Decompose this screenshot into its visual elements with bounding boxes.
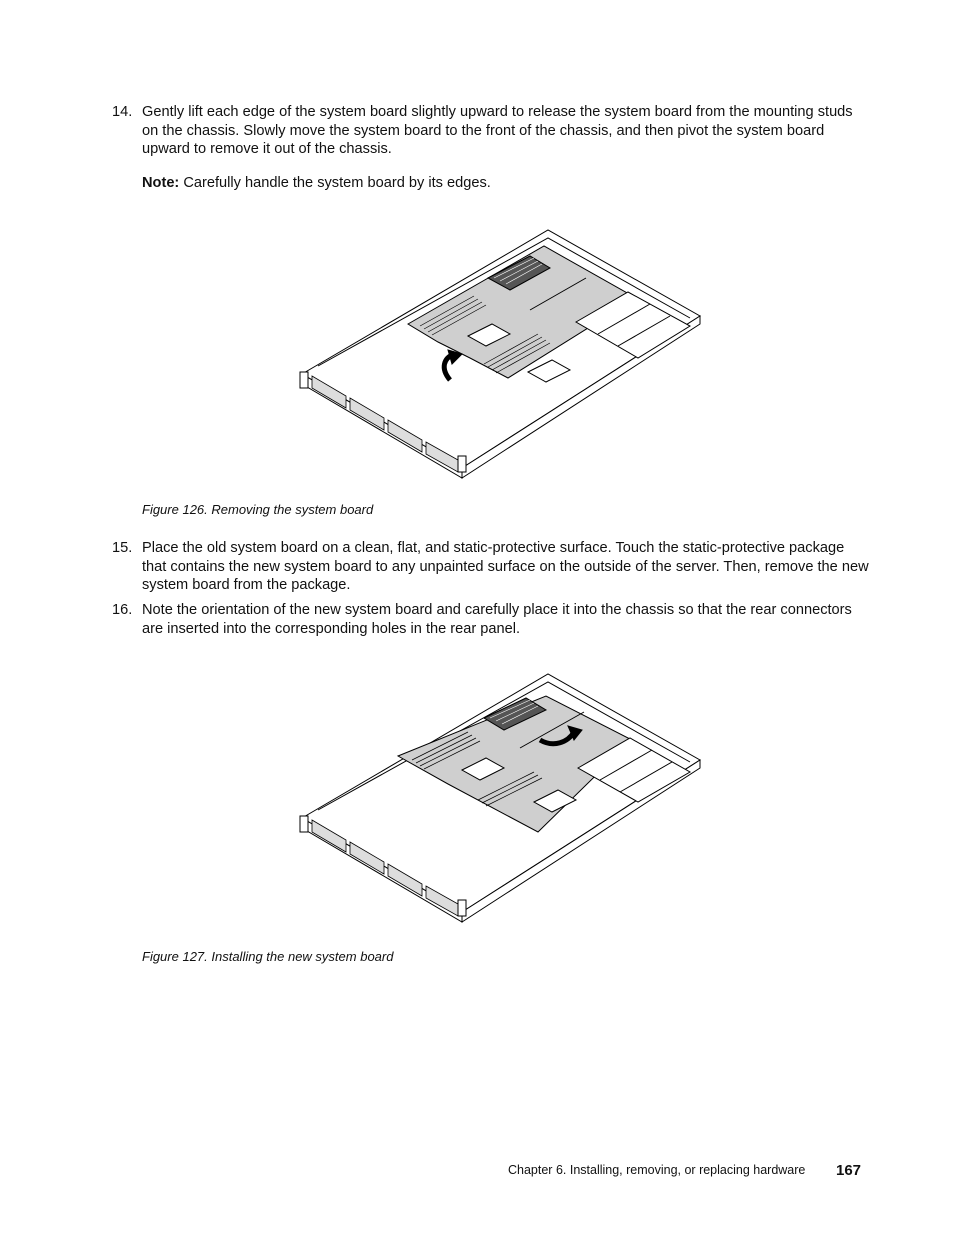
note xyxy=(142,175,491,191)
step-text: Note the orientation of the new system board and carefully place it into the chassis so that the rear connectors are inserted into the corresponding holes in the rear panel. xyxy=(142,602,852,637)
step-text: Place the old system board on a clean, flat, and static-protective surface. Touch the static-protective package that contains the new system board to any unpainted surface on the outside of the server. Then, remove the new system board from the package. xyxy=(142,540,869,593)
step-text: Gently lift each edge of the system board slightly upward to release the system board from the mounting studs on the chassis. Slowly move the system board to the front of the chassis, and then pivot the system board upward to remove it out of the chassis. xyxy=(142,104,853,157)
figure-126-illustration xyxy=(298,228,702,480)
footer-chapter: Chapter 6. Installing, removing, or replacing hardware xyxy=(508,1163,806,1177)
figure-127-illustration xyxy=(298,672,702,924)
step-15 xyxy=(112,539,872,595)
figure-126-caption: Figure 126. Removing the system board xyxy=(142,502,374,517)
note-text: Carefully handle the system board by its edges. xyxy=(183,175,491,191)
step-16 xyxy=(112,601,872,638)
step-14 xyxy=(112,103,872,159)
step-number: 16. xyxy=(112,602,133,618)
step-number: 14. xyxy=(112,104,133,120)
figure-127-caption: Figure 127. Installing the new system board xyxy=(142,949,394,964)
note-label: Note: xyxy=(142,175,180,191)
page-number: 167 xyxy=(836,1162,862,1179)
step-number: 15. xyxy=(112,540,133,556)
